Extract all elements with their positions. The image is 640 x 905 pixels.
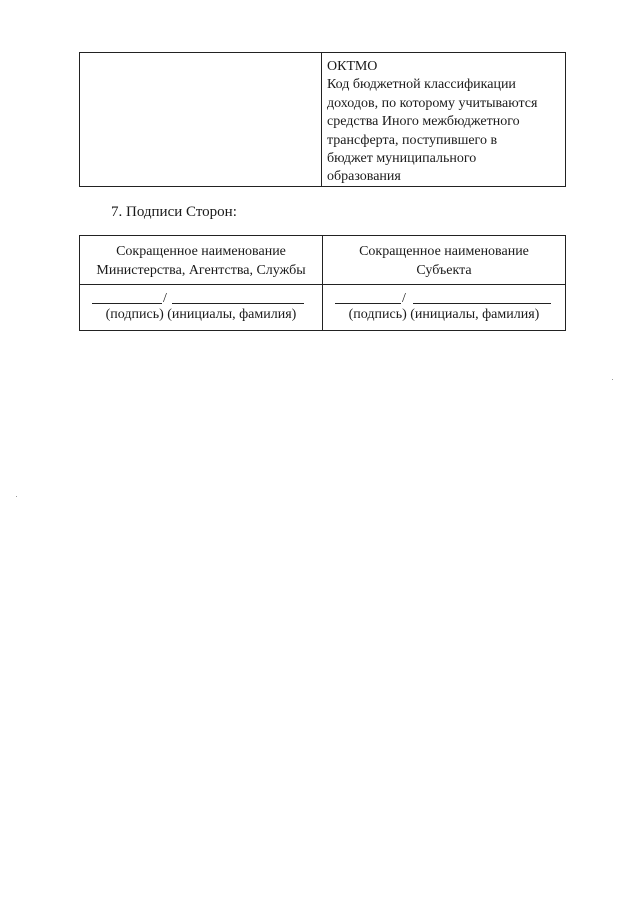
subject-signature-line bbox=[335, 285, 551, 307]
subject-signature-caption: (подпись) (инициалы, фамилия) bbox=[348, 307, 540, 322]
budget-classification-line: доходов, по которому учитываются bbox=[327, 95, 538, 111]
budget-info-table bbox=[79, 52, 566, 187]
budget-classification-line: бюджет муниципального bbox=[327, 151, 477, 167]
subject-header-cell bbox=[323, 236, 565, 284]
signatures-header-row bbox=[80, 236, 565, 285]
name-blank bbox=[413, 303, 551, 304]
signature-blank bbox=[335, 303, 401, 304]
ministry-header-cell bbox=[80, 236, 323, 284]
ministry-signature-cell bbox=[80, 285, 323, 330]
budget-classification-line: средства Иного межбюджетного bbox=[327, 114, 520, 130]
name-blank bbox=[172, 303, 304, 304]
signatures-body-row bbox=[80, 285, 565, 330]
budget-classification-line: Код бюджетной классификации bbox=[327, 77, 516, 93]
oktmo-label: ОКТМО bbox=[327, 59, 378, 74]
ministry-header-line: Министерства, Агентства, Службы bbox=[96, 263, 306, 278]
budget-info-empty-cell bbox=[80, 53, 322, 186]
subject-signature-cell bbox=[323, 285, 565, 330]
scan-speck bbox=[612, 379, 613, 380]
signatures-table bbox=[79, 235, 566, 331]
signature-separator: / bbox=[402, 291, 406, 306]
budget-classification-line: образования bbox=[327, 169, 401, 185]
ministry-signature-caption: (подпись) (инициалы, фамилия) bbox=[105, 307, 297, 322]
ministry-signature-line bbox=[92, 285, 307, 307]
subject-header-line: Субъекта bbox=[416, 263, 472, 278]
ministry-header-line: Сокращенное наименование bbox=[116, 244, 286, 259]
signature-blank bbox=[92, 303, 162, 304]
section-heading: 7. Подписи Сторон: bbox=[111, 204, 237, 220]
scan-speck bbox=[16, 496, 17, 497]
subject-header-line: Сокращенное наименование bbox=[359, 244, 529, 259]
budget-info-cell bbox=[322, 53, 565, 186]
signature-separator: / bbox=[163, 291, 167, 306]
budget-classification-line: трансферта, поступившего в bbox=[327, 132, 498, 148]
